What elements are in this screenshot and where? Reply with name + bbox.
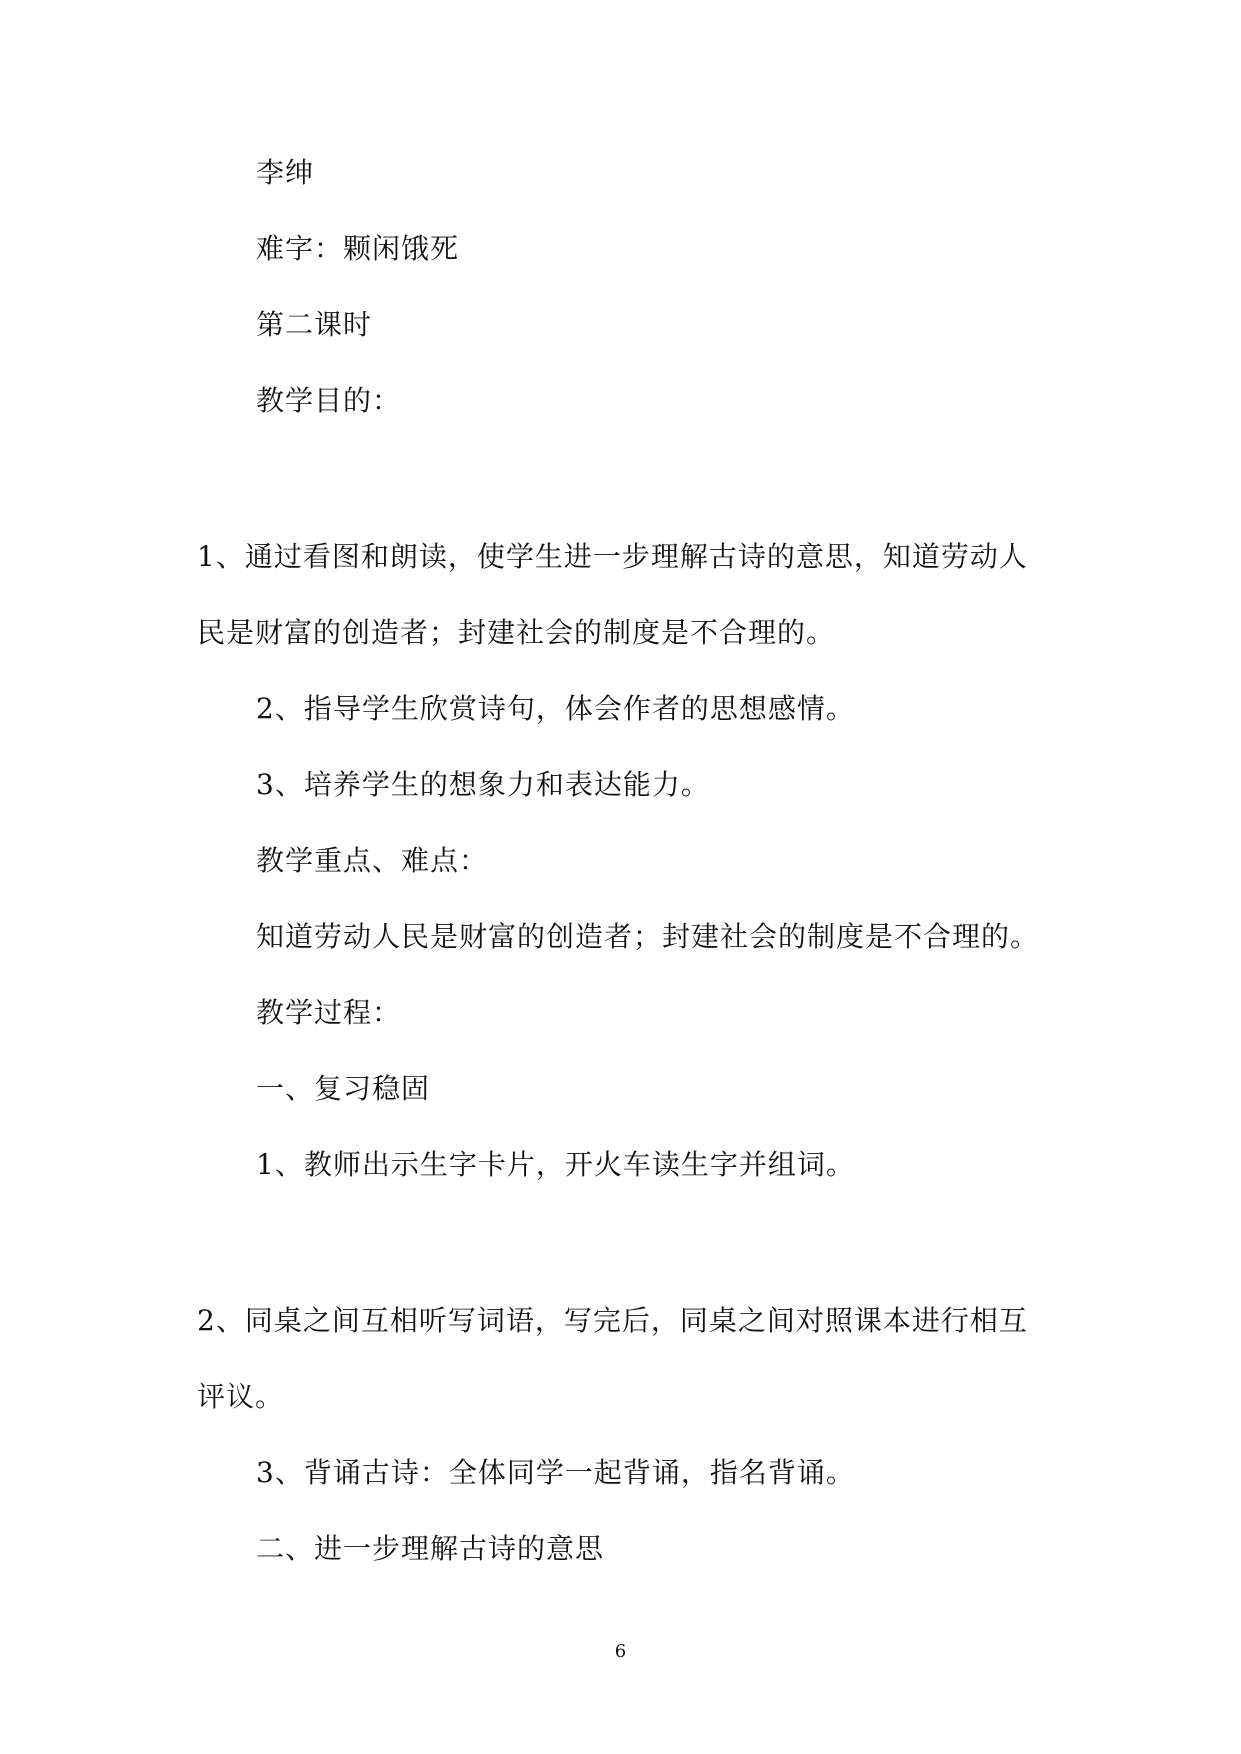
goal-1-line-1: 1、通过看图和朗读，使学生进一步理解古诗的意思，知道劳动人 [197,540,1028,573]
goal-2: 2、指导学生欣赏诗句，体会作者的思想感情。 [256,692,855,725]
key-points-heading: 教学重点、难点： [256,844,489,877]
difficult-characters: 难字：颗闲饿死 [256,232,460,265]
section-2-heading: 二、进一步理解古诗的意思 [256,1532,605,1565]
step-3: 3、背诵古诗：全体同学一起背诵，指名背诵。 [256,1456,855,1489]
step-2-line-1: 2、同桌之间互相听写词语，写完后，同桌之间对照课本进行相互 [197,1304,1028,1337]
key-points-text: 知道劳动人民是财富的创造者；封建社会的制度是不合理的。 [256,920,1040,953]
step-1: 1、教师出示生字卡片，开火车读生字并组词。 [256,1148,855,1181]
goal-1-line-2: 民是财富的创造者；封建社会的制度是不合理的。 [197,616,836,649]
teaching-goals-heading: 教学目的： [256,384,402,417]
step-2-line-2: 评议。 [197,1380,285,1413]
goal-3: 3、培养学生的想象力和表达能力。 [256,768,710,801]
author-name: 李绅 [256,156,315,189]
process-heading: 教学过程： [256,996,402,1029]
section-1-heading: 一、复习稳固 [256,1072,431,1105]
lesson-heading: 第二课时 [256,308,373,341]
page-number: 6 [614,1641,627,1662]
